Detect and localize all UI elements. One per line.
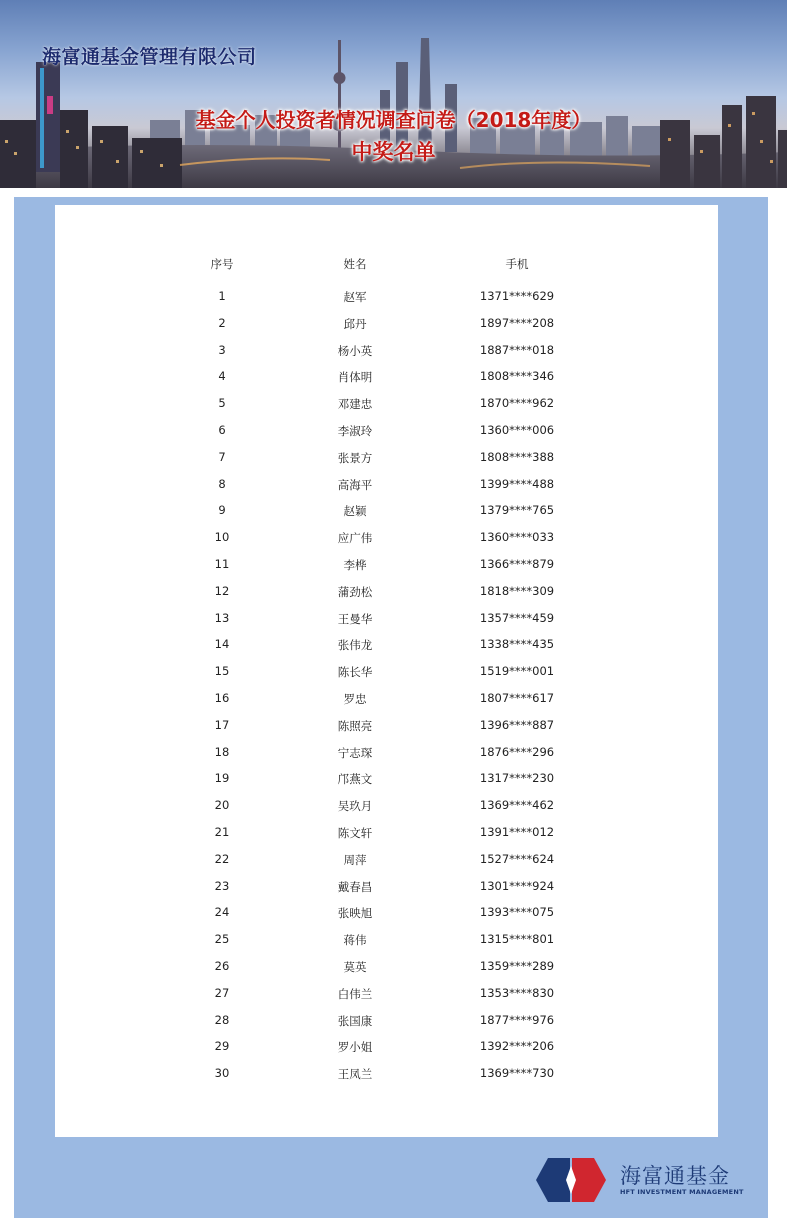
row-name: 张国康	[337, 1013, 373, 1028]
row-seq: 7	[218, 449, 226, 464]
row-seq: 19	[214, 771, 230, 786]
row-seq: 29	[214, 1039, 230, 1054]
table-row	[55, 825, 718, 843]
row-seq: 23	[214, 878, 230, 893]
row-name: 邓建忠	[337, 397, 373, 412]
row-name: 邱丹	[343, 316, 367, 331]
row-seq: 12	[214, 583, 230, 598]
row-phone: 1870****962	[479, 396, 555, 411]
row-phone: 1808****388	[479, 449, 555, 464]
row-phone: 1897****208	[479, 315, 555, 330]
row-phone: 1353****830	[479, 985, 555, 1000]
row-seq: 8	[218, 476, 226, 491]
row-name: 蒋伟	[343, 933, 367, 948]
row-name: 王曼华	[337, 611, 373, 626]
row-phone: 1808****346	[479, 369, 555, 384]
row-name: 罗忠	[343, 692, 367, 706]
table-row	[55, 477, 718, 495]
row-phone: 1399****488	[479, 476, 555, 491]
row-seq: 4	[218, 369, 226, 384]
row-phone: 1359****289	[479, 959, 555, 973]
row-name: 杨小英	[337, 343, 373, 358]
row-phone: 1818****309	[479, 583, 555, 598]
table-row	[55, 1013, 718, 1031]
table-row	[55, 879, 718, 897]
row-phone: 1391****012	[479, 825, 555, 839]
row-seq: 30	[214, 1066, 230, 1081]
table-row	[55, 637, 718, 655]
row-phone: 1392****206	[479, 1039, 555, 1054]
table-row	[55, 718, 718, 736]
row-seq: 14	[214, 637, 230, 652]
row-name: 赵颖	[343, 504, 367, 519]
row-phone: 1887****018	[479, 342, 555, 357]
row-name: 戴春昌	[337, 879, 373, 894]
row-seq: 24	[214, 905, 230, 920]
table-row	[55, 932, 718, 950]
table-row	[55, 1039, 718, 1057]
row-seq: 15	[214, 664, 230, 679]
row-phone: 1371****629	[479, 289, 555, 303]
row-seq: 16	[214, 691, 230, 705]
table-row	[55, 611, 718, 629]
header-name: 姓名	[343, 257, 367, 271]
row-seq: 5	[218, 396, 226, 411]
table-row	[55, 798, 718, 816]
row-seq: 22	[214, 851, 230, 866]
row-name: 张伟龙	[337, 638, 373, 653]
row-phone: 1369****730	[479, 1066, 555, 1081]
row-phone: 1301****924	[479, 878, 555, 893]
row-seq: 11	[214, 557, 230, 571]
row-name: 高海平	[337, 477, 373, 492]
row-phone: 1360****033	[479, 530, 555, 545]
hft-logo	[536, 1158, 766, 1202]
row-seq: 6	[218, 423, 226, 437]
row-seq: 27	[214, 985, 230, 1000]
row-seq: 10	[214, 530, 230, 545]
table-row	[55, 423, 718, 441]
table-row	[55, 986, 718, 1004]
row-seq: 26	[214, 959, 230, 973]
row-phone: 1519****001	[479, 664, 555, 679]
row-name: 陈照亮	[337, 718, 373, 733]
table-row	[55, 664, 718, 682]
row-seq: 9	[218, 503, 226, 518]
table-row	[55, 905, 718, 923]
row-name: 张景方	[337, 450, 373, 465]
table-row	[55, 503, 718, 521]
row-phone: 1317****230	[479, 771, 555, 786]
logo-chinese-name: 海富通基金	[620, 1164, 730, 1188]
row-seq: 21	[214, 825, 230, 839]
table-row	[55, 584, 718, 602]
row-seq: 25	[214, 932, 230, 947]
row-name: 张映旭	[337, 906, 373, 921]
table-row	[55, 691, 718, 709]
table-row	[55, 557, 718, 575]
table-row	[55, 450, 718, 468]
table-row	[55, 771, 718, 789]
row-name: 陈文轩	[337, 826, 373, 840]
table-row	[55, 530, 718, 548]
row-name: 罗小姐	[337, 1040, 373, 1055]
row-phone: 1315****801	[479, 932, 555, 947]
row-phone: 1369****462	[479, 798, 555, 813]
row-name: 宁志琛	[337, 745, 373, 760]
header-seq: 序号	[210, 257, 234, 271]
row-name: 白伟兰	[337, 986, 373, 1001]
header-phone: 手机	[505, 257, 529, 271]
row-phone: 1360****006	[479, 423, 555, 437]
page-subtitle: 中奖名单	[351, 140, 436, 164]
table-row	[55, 289, 718, 307]
row-phone: 1877****976	[479, 1012, 555, 1027]
row-seq: 3	[218, 342, 226, 357]
row-name: 李淑玲	[337, 424, 373, 438]
page-title: 基金个人投资者情况调查问卷（2018年度）	[195, 108, 592, 132]
row-phone: 1393****075	[479, 905, 555, 920]
row-name: 王凤兰	[337, 1067, 373, 1082]
row-seq: 20	[214, 798, 230, 813]
table-row	[55, 1066, 718, 1084]
row-phone: 1807****617	[479, 691, 555, 705]
row-seq: 13	[214, 610, 230, 625]
company-name: 海富通基金管理有限公司	[42, 46, 257, 68]
row-seq: 1	[218, 289, 226, 303]
row-name: 陈长华	[337, 665, 373, 680]
row-phone: 1527****624	[479, 851, 555, 866]
header-banner	[0, 0, 787, 188]
row-name: 李桦	[343, 558, 367, 572]
winners-sheet	[55, 205, 718, 1137]
table-header-row	[55, 256, 718, 274]
table-row	[55, 316, 718, 334]
row-phone: 1338****435	[479, 637, 555, 652]
hft-logo-icon	[536, 1158, 606, 1202]
row-seq: 28	[214, 1012, 230, 1027]
table-row	[55, 745, 718, 763]
row-seq: 17	[214, 717, 230, 732]
row-phone: 1876****296	[479, 744, 555, 759]
row-name: 肖体明	[337, 370, 373, 385]
logo-english-name: HFT INVESTMENT MANAGEMENT	[620, 1188, 744, 1196]
row-phone: 1396****887	[479, 717, 555, 732]
row-name: 赵军	[343, 290, 367, 304]
row-name: 邝燕文	[337, 772, 373, 787]
table-row	[55, 959, 718, 977]
row-name: 蒲劲松	[337, 584, 373, 599]
row-name: 应广伟	[337, 531, 373, 546]
row-name: 周萍	[343, 852, 367, 867]
table-row	[55, 369, 718, 387]
row-phone: 1366****879	[479, 557, 555, 571]
row-seq: 2	[218, 315, 226, 330]
table-row	[55, 396, 718, 414]
table-row	[55, 343, 718, 361]
row-phone: 1379****765	[479, 503, 555, 518]
row-name: 莫英	[343, 960, 367, 974]
row-seq: 18	[214, 744, 230, 759]
table-row	[55, 852, 718, 870]
row-name: 吴玖月	[337, 799, 373, 814]
row-phone: 1357****459	[479, 610, 555, 625]
